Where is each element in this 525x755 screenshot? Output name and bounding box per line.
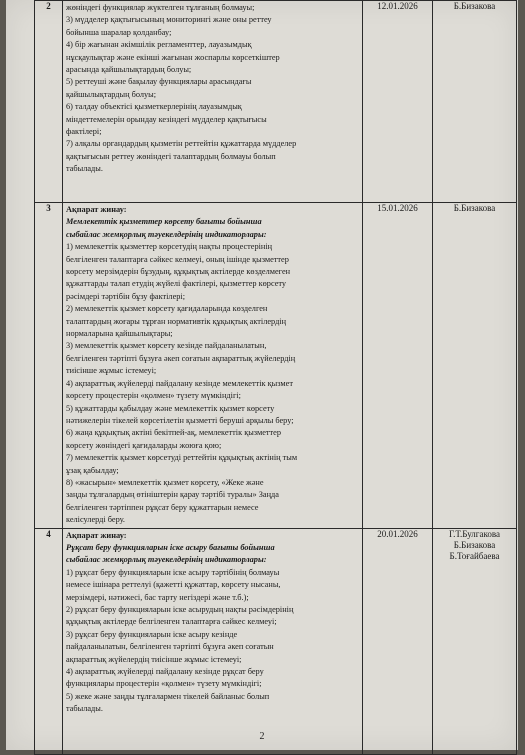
text-line: 4) бір жағынан әкімшілік регламенттер, лауазымдық	[66, 40, 252, 50]
row-number: 2	[35, 1, 63, 203]
text-line: ақпараттық жүйелердің тиісінше жұмыс істемеуі;	[66, 654, 242, 664]
responsible-cell	[433, 1, 517, 203]
text-line: заңды тұлғалардың өтініштерін қарау тәртібі туралы» Заңда	[66, 490, 279, 500]
text-line: табылады.	[66, 164, 103, 174]
text-line: 7) мемлекеттік қызмет көрсетуді реттейтін құқықтық актінің тым	[66, 453, 298, 463]
responsible-list	[433, 1, 516, 12]
text-line: 5) құжаттарды қабылдау және мемлекеттік қызмет көрсету	[66, 403, 275, 413]
text-line: немесе ішінара реттелуі (қажетті құжаттар, көрсету нысаны,	[66, 580, 281, 590]
text-line: 2) рұқсат беру функцияларын іске асырудың нақты рәсімдерінің	[66, 605, 294, 614]
deadline-cell: 20.01.2026	[363, 528, 433, 754]
text-line: 6) талдау объектісі қызметкерлерінің лауазымдық	[66, 102, 242, 112]
text-line: ұзақ қабылдау;	[66, 465, 119, 475]
text-line: 1) рұқсат беру функцияларын іске асыру тәртібінің болмауы	[66, 567, 280, 577]
text-line: 4) ақпараттық жүйелерді пайдалану кезінде мемлекеттік қызмет	[66, 378, 293, 388]
text-line: нормаларына қайшылықтары;	[66, 329, 173, 339]
text-line: келісулерді беру.	[66, 515, 125, 525]
text-line: белгіленген талаптарға сәйкес келмеуі, оның ішінде қызметтер	[66, 254, 289, 264]
measure-cell	[63, 1, 363, 203]
row-number: 3	[35, 203, 63, 529]
text-line: талаптардың жоғары тұрған нормативтік құқықтық актілердің	[66, 316, 287, 326]
responsible-list	[433, 203, 516, 214]
text-line: 7) алқалы органдардың қызметін реттейтін құжаттарда мүдделер	[66, 139, 297, 149]
table-row	[35, 528, 517, 754]
responsible-cell	[433, 203, 517, 529]
table-row	[35, 1, 517, 203]
text-line: Рұқсат беру функцияларын іске асыру бағыты бойынша	[66, 542, 275, 552]
responsible-list	[433, 529, 516, 562]
text-line: қайшылықтардың болуы;	[66, 89, 157, 99]
responsible-name: Б.Бизакова	[453, 539, 496, 550]
text-line: тиісінше жұмыс істемеуі;	[66, 366, 157, 376]
text-line: нұсқаулықтар және екінші жағынан жоспарлы көрсеткіштер	[66, 52, 280, 62]
responsible-name: Г.Т.Булгакова	[448, 528, 501, 539]
text-line: жөніндегі функциялар жүктелген тұлғаның болмауы;	[66, 3, 255, 12]
text-line: пайдаланылатын, белгіленген тәртіпті бұзуға әкеп соғатын	[66, 642, 274, 652]
text-line: функциялары процестерін «қолмен» түзету мүмкіндігі;	[66, 679, 262, 689]
text-line: құжаттарды талап етудің жүйелі фактілері, қызметтер көрсету	[66, 279, 287, 289]
text-line: белгіленген тәртіппен рұқсат беру құжаттарын немесе	[66, 502, 259, 512]
text-line: мерзімдері, нәтижесі, бас тарту негіздері және т.б.);	[66, 592, 249, 602]
text-line: қақтығысын реттеу жөніндегі талаптардың болмауы болып	[66, 151, 276, 161]
text-line: сыбайлас жемқорлық тәуекелдерінің индикаторлары:	[66, 229, 267, 239]
responsible-name: Б.Бизакова	[453, 1, 496, 11]
text-line: фактілері;	[66, 127, 102, 137]
text-line: Мемлекеттік қызметтер көрсету бағыты бойынша	[66, 217, 262, 227]
text-line: 1) мемлекеттік қызметтер көрсетудің нақты процестерінің	[66, 242, 273, 252]
measure-text	[63, 529, 362, 717]
text-line: арасында қайшылықтардың болуы;	[66, 65, 192, 75]
plan-table	[34, 0, 517, 755]
text-line: бойынша шаралар қолданбау;	[66, 27, 172, 37]
text-line: көрсету жөніндегі қағидаларды жоюға қою;	[66, 440, 222, 450]
measure-text	[63, 1, 362, 177]
text-line: Ақпарат жинау:	[66, 530, 127, 540]
measure-cell	[63, 203, 363, 529]
measure-text	[63, 203, 362, 528]
text-line: 2) мемлекеттік қызмет көрсету қағидаларында көзделген	[66, 304, 268, 314]
text-line: табылады.	[66, 704, 103, 714]
text-line: 6) жаңа құқықтық актіні бекітпей-ақ, мемлекеттік қызметтер	[66, 428, 281, 438]
text-line: белгіленген тәртіпті бұзуға әкеп соғатын ақпараттық жүйелердің	[66, 353, 296, 363]
deadline-cell: 15.01.2026	[363, 203, 433, 529]
text-line: сыбайлас жемқорлық тәуекелдерінің индикаторлары:	[66, 555, 267, 565]
text-line: көрсету процестерін «қолмен» түзету мүмкіндігі;	[66, 391, 241, 401]
deadline-cell: 12.01.2026	[363, 1, 433, 203]
text-line: 5) реттеуші және бақылау функциялары арасындағы	[66, 77, 252, 87]
text-line: Ақпарат жинау:	[66, 205, 127, 214]
text-line: 4) ақпараттық жүйелерді пайдалану кезінде рұқсат беру	[66, 667, 264, 677]
text-line: 3) мүдделер қақтығысының мониторингі және оны реттеу	[66, 15, 272, 25]
table-row	[35, 203, 517, 529]
text-line: көрсету мерзімдерін бұзудың, құқықтық актілерде көзделмеген	[66, 267, 291, 277]
text-line: 3) мемлекеттік қызмет көрсету кезінде пайдаланылатын,	[66, 341, 267, 351]
responsible-cell	[433, 528, 517, 754]
row-number: 4	[35, 528, 63, 754]
text-line: құқықтық актілерде белгіленген талаптарға сәйкес келмеуі;	[66, 617, 277, 627]
document-page	[6, 0, 518, 750]
responsible-name: Б.Бизакова	[453, 203, 496, 213]
responsible-name: Б.Тоғайбаева	[449, 550, 500, 561]
text-line: міндеттемелерін орындау кезіндегі мүдделер қақтығысы	[66, 114, 267, 124]
text-line: 3) рұқсат беру функцияларын іске асыру кезінде	[66, 629, 238, 639]
text-line: нәтижелерін тікелей көрсетілетін қызметті беруші арқылы беру;	[66, 415, 294, 425]
text-line: 5) жеке және заңды тұлғалармен тікелей байланыс болып	[66, 691, 270, 701]
text-line: 8) «жасырын» мемлекеттік қызмет көрсету, «Жеке және	[66, 477, 264, 487]
measure-cell	[63, 528, 363, 754]
text-line: рәсімдері тәртібін бұзу фактілері;	[66, 291, 186, 301]
page-number: 2	[259, 731, 265, 742]
